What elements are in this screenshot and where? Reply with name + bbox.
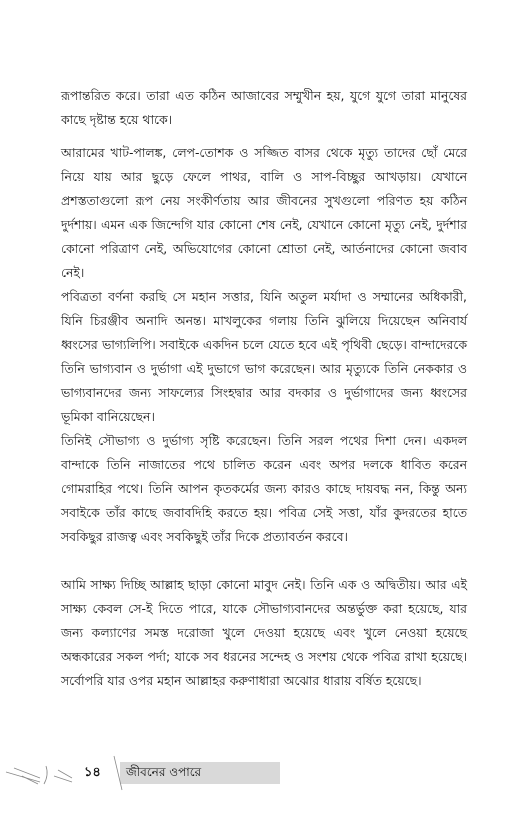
running-title: জীবনের ওপারে <box>126 765 202 779</box>
paragraph-1: রূপান্তরিত করে। তারা এত কঠিন আজাবের সম্মুখীন হয়, যুগে যুগে তারা মানুষের কাছে দৃষ্টান্ত হয়ে থাকে। <box>61 88 467 127</box>
page-number: ১৪ <box>84 765 101 780</box>
paragraph-4: তিনিই সৌভাগ্য ও দুর্ভাগ্য সৃষ্টি করেছেন। তিনি সরল পথের দিশা দেন। একদল বান্দাকে তিনি নাজাতের পথে চালিত করেন এবং অপর দলকে ধাবিত করেন গোমরাহির পথে। তিনি আপন কৃতকর্মের জন্য কারও কাছে দায়বদ্ধ নন, কিন্তু অন্য সবাইকে তাঁর কাছে জবাবদিহি করতে হয়। পবিত্র সেই সত্তা, যাঁর কুদরতের হাতে সবকিছুর রাজত্ব এবং সবকিছুই তাঁর দিকে প্রত্যাবর্তন করবে। <box>61 433 467 544</box>
footer-ornament-icon <box>0 752 130 792</box>
paragraph-2: আরামের খাট-পালঙ্ক, লেপ-তোশক ও সজ্জিত বাসর থেকে মৃত্যু তাদের ছোঁ মেরে নিয়ে যায় আর ছুড়ে ফেলে পাথর, বালি ও সাপ-বিচ্ছুর আখড়ায়। যেখানে প্রশস্ততাগুলো রূপ নেয় সংকীর্ণতায় আর জীবনের সুখগুলো পরিণত হয় কঠিন দুর্দশায়। এমন এক জিন্দেগি যার কোনো শেষ নেই, যেখানে কোনো মৃত্যু নেই, দুর্দশার কোনো পরিত্রাণ নেই, অভিযোগের কোনো শ্রোতা নেই, আর্তনাদের কোনো জবাব নেই। <box>61 145 467 280</box>
paragraph-5: আমি সাক্ষ্য দিচ্ছি আল্লাহ ছাড়া কোনো মাবুদ নেই। তিনি এক ও অদ্বিতীয়। আর এই সাক্ষ্য কেবল সে-ই দিতে পারে, যাকে সৌভাগ্যবানদের অন্তর্ভুক্ত করা হয়েছে, যার জন্য কল্যাণের সমস্ত দরোজা খুলে দেওয়া হয়েছে এবং খুলে নেওয়া হয়েছে অন্ধকারের সকল পর্দা; যাকে সব ধরনের সন্দেহ ও সংশয় থেকে পবিত্র রাখা হয়েছে। সর্বোপরি যার ওপর মহান আল্লাহর করুণাধারা অঝোর ধারায় বর্ষিত হয়েছে। <box>61 577 467 688</box>
page-footer <box>0 752 528 792</box>
paragraph-3: পবিত্রতা বর্ণনা করছি সে মহান সত্তার, যিনি অতুল মর্যাদা ও সম্মানের অধিকারী, যিনি চিরঞ্জীব অনাদি অনন্ত। মাখলুকের গলায় তিনি ঝুলিয়ে দিয়েছেন অনিবার্য ধ্বংসের ভাগ্যলিপি। সবাইকে একদিন চলে যেতে হবে এই পৃথিবী ছেড়ে। বান্দাদেরকে তিনি ভাগ্যবান ও দুর্ভাগা এই দুভাগে ভাগ করেছেন। আর মৃত্যুকে তিনি নেককার ও ভাগ্যবানদের জন্য সাফল্যের সিংহদ্বার আর বদকার ও দুর্ভাগাদের জন্য ধ্বংসের ভূমিকা বানিয়েছেন। <box>61 289 467 424</box>
